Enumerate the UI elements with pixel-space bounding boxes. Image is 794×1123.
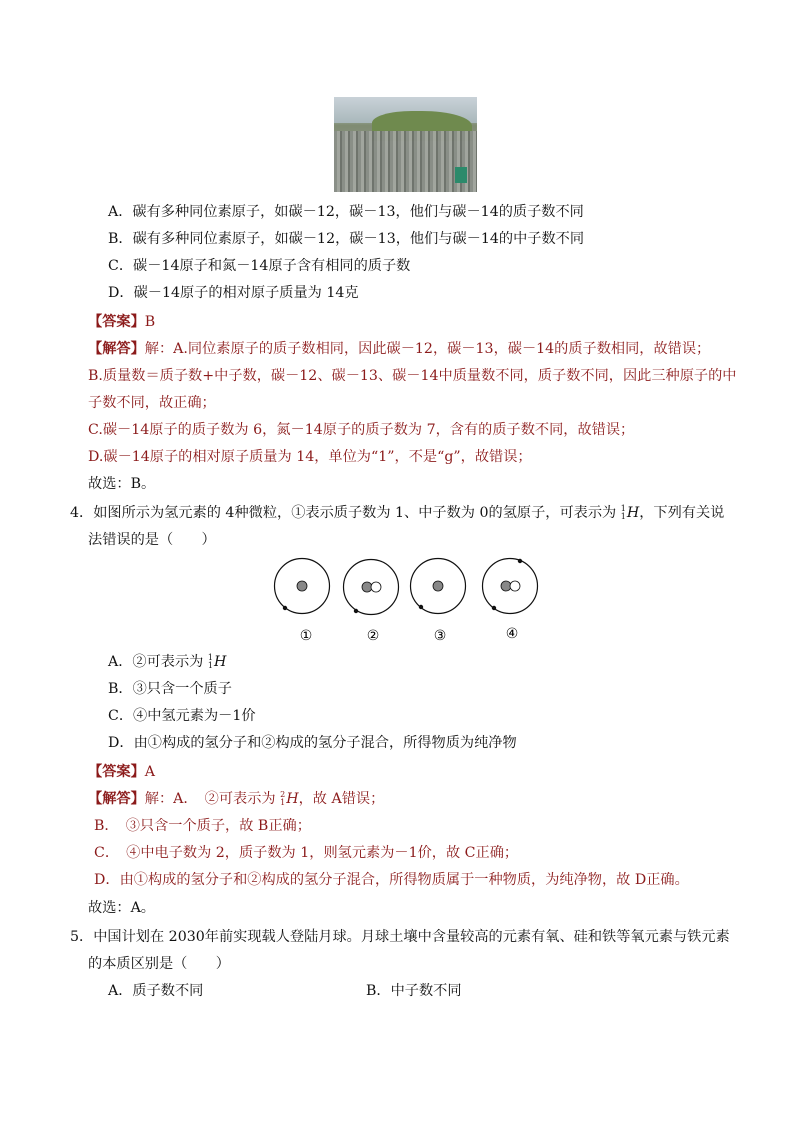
q4-option-a-text: A．②可表示为 [108, 654, 208, 670]
q4-option-a [108, 652, 226, 672]
q4-option-d: D．由①构成的氢分子和②构成的氢分子混合，所得物质为纯净物 [108, 735, 517, 751]
q4-stem-mass-number: 1 [620, 504, 626, 513]
q4-analysis-line-3: C． ④中电子数为 2，质子数为 1，则氢元素为－1价，故 C正确； [94, 845, 519, 861]
q4-analysis-line-1 [88, 789, 384, 809]
q4-analysis-atomic-number: 1 [280, 798, 286, 807]
q3-option-b: B．碳有多种同位素原子，如碳－12，碳－13，他们与碳－14的中子数不同 [108, 231, 585, 247]
atom-label-1: ① [299, 628, 313, 644]
q4-stem-line-2: 法错误的是（ ） [88, 532, 216, 548]
q3-option-d: D．碳－14原子的相对原子质量为 14克 [108, 285, 359, 301]
q3-analysis-label: 【解答】 [88, 341, 145, 357]
q4-analysis-line-2: B． ③只含一个质子，故 B正确； [94, 818, 311, 834]
atom-2 [344, 560, 399, 615]
q4-option-b: B．③只含一个质子 [108, 681, 232, 697]
q4-conclusion: 故选：A。 [88, 900, 155, 916]
q4-stem-line-1 [70, 503, 724, 523]
q4-stem-nuclide-numbers [621, 505, 626, 521]
q3-analysis-line-5: D.碳－14原子的相对原子质量为 14，单位为“1”，不是“g”，故错误； [88, 449, 532, 465]
atom-1 [275, 559, 330, 614]
q4-analysis-symbol: H [286, 791, 299, 807]
q5-stem-line-1: 5．中国计划在 2030年前实现载人登陆月球。月球土壤中含量较高的元素有氧、硅和铁等氧元素与铁元素 [70, 929, 730, 945]
atom-label-2: ② [366, 628, 380, 644]
q3-answer-label: 【答案】 [88, 314, 145, 330]
q4-analysis-label: 【解答】 [88, 791, 145, 807]
atom-label-4: ④ [505, 626, 519, 642]
q3-conclusion: 故选：B。 [88, 476, 156, 492]
photo-green-block [455, 167, 467, 183]
q4-stem-text: 4．如图所示为氢元素的 4种微粒，①表示质子数为 1、中子数为 0的氢原子，可表示为 [70, 505, 621, 521]
q4-option-a-symbol: H [213, 654, 227, 670]
photo [334, 97, 477, 192]
q3-analysis-line-1 [88, 339, 710, 359]
q4-analysis-a-text: 解：A． ②可表示为 [144, 791, 281, 807]
q4-analysis-mass-number: 2 [280, 790, 286, 799]
q3-analysis-text-1: 解：A.同位素原子的质子数相同，因此碳－12，碳－13，碳－14的质子数相同，故错误； [144, 341, 711, 357]
q3-answer-value: B [144, 314, 156, 330]
q4-stem-symbol: H [626, 505, 640, 521]
atom-3 [411, 559, 466, 614]
hydrogen-particles-diagram [270, 556, 540, 650]
q4-option-a-atomic-number: 1 [207, 661, 213, 670]
q3-analysis-line-4: C.碳－14原子的质子数为 6，氮－14原子的质子数为 7，含有的质子数不同，故错误； [88, 422, 635, 438]
q5-option-a: A．质子数不同 [108, 983, 204, 999]
q4-answer-label: 【答案】 [88, 764, 145, 780]
atom-label-3: ③ [433, 628, 447, 644]
q5-stem-line-2: 的本质区别是（ ） [88, 956, 230, 972]
q4-option-a-mass-number: 1 [207, 653, 213, 662]
q3-option-a: A．碳有多种同位素原子，如碳－12，碳－13，他们与碳－14的质子数不同 [108, 204, 584, 220]
q4-answer [88, 762, 155, 782]
q5-option-b: B．中子数不同 [366, 983, 462, 999]
q4-stem-text-tail: ，下列有关说 [639, 505, 725, 521]
q3-option-c: C．碳－14原子和氮－14原子含有相同的质子数 [108, 258, 411, 274]
q4-option-c: C．④中氢元素为－1价 [108, 708, 256, 724]
q3-answer [88, 312, 155, 332]
q4-option-a-nuclide-numbers [208, 654, 213, 670]
q4-analysis-nuclide-numbers [280, 791, 285, 807]
q4-answer-value: A [144, 764, 156, 780]
q3-analysis-line-2: B.质量数＝质子数+中子数，碳－12、碳－13、碳－14中质量数不同，质子数不同，因此三种原子的中 [88, 368, 737, 384]
q4-analysis-a-suffix: ，故 A错误； [298, 791, 385, 807]
atom-4 [483, 559, 538, 614]
q4-stem-atomic-number: 1 [620, 512, 626, 521]
q4-analysis-line-4: D．由①构成的氢分子和②构成的氢分子混合，所得物质属于一种物质，为纯净物，故 D正确。 [94, 872, 689, 888]
q3-analysis-line-3: 子数不同，故正确； [88, 395, 216, 411]
